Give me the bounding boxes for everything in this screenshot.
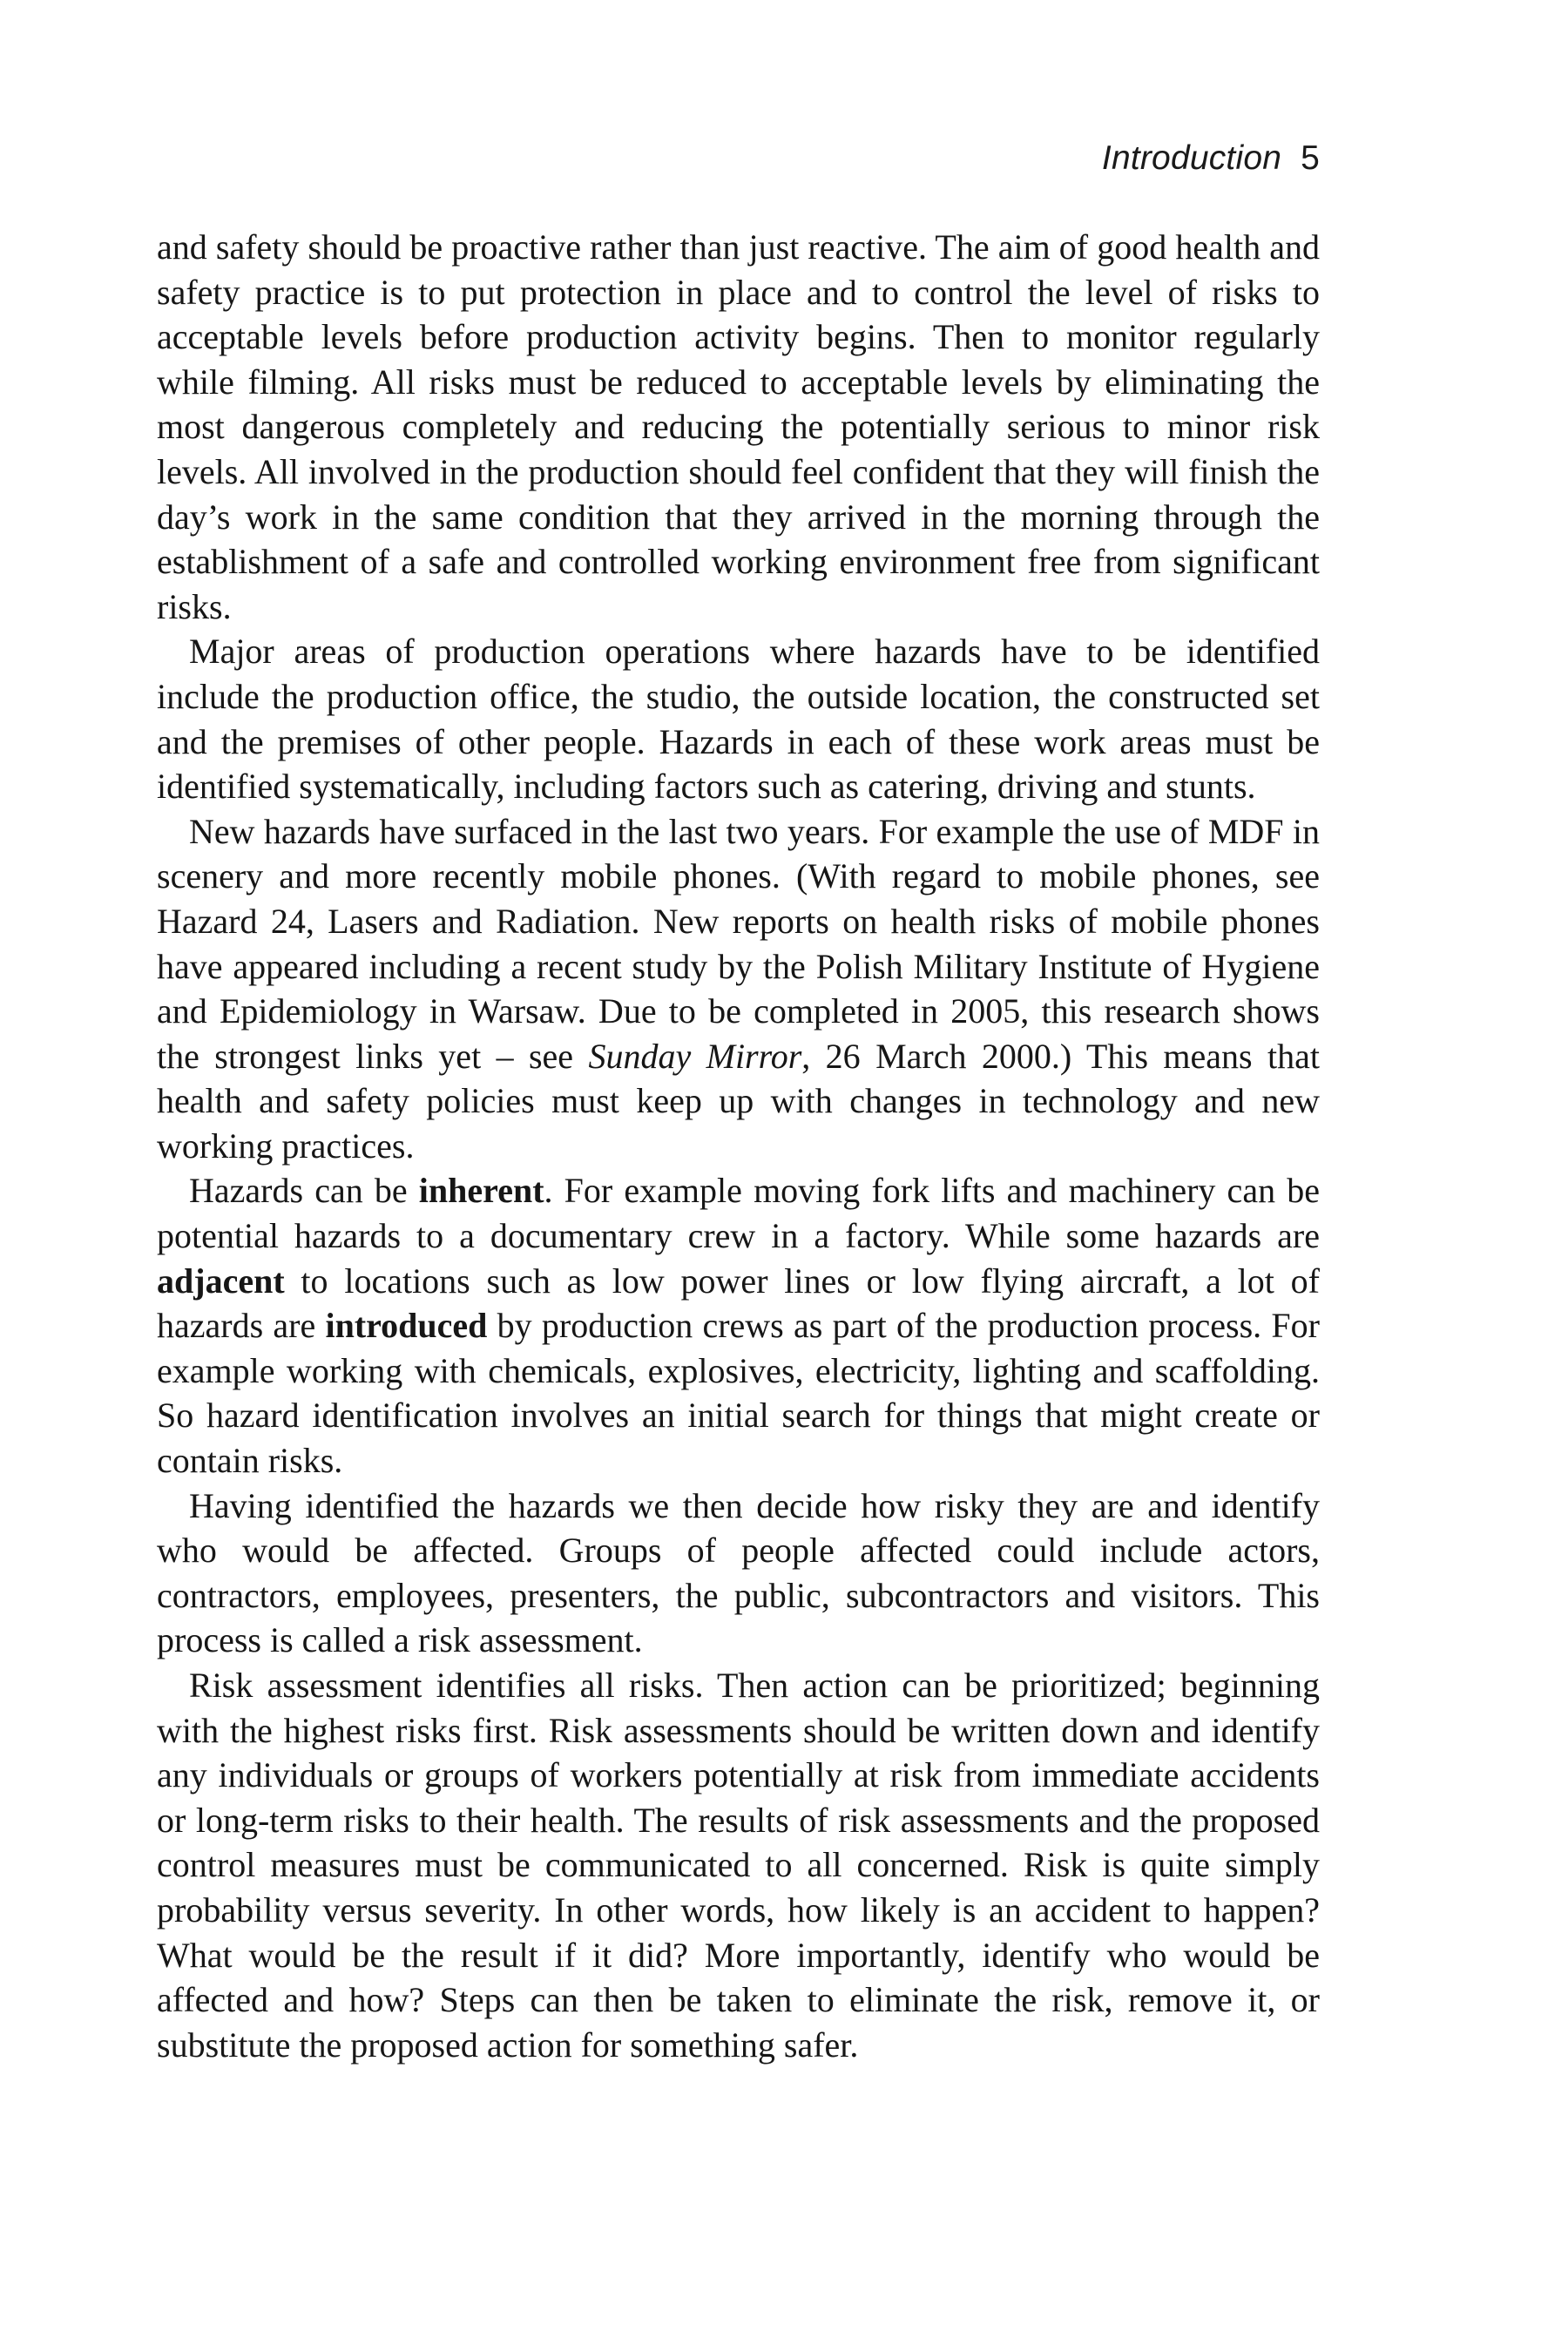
paragraph-text: New hazards have surfaced in the last two years. For example the use of MDF in scenery and more recently mobile phones. (With regard to mobile phones, see Hazard 24, Lasers and Radiation. New reports on health risks of mobile phones have appeared including a recent study by the Polish Military Institute of Hygiene and Epidemiology in Warsaw. Due to be completed in 2005, this research shows the strongest links yet – see [157,811,1320,1076]
paragraph-hazard-types [157,1168,1320,1483]
paragraph-affected-groups: Having identified the hazards we then decide how risky they are and identify who would be affected. Groups of people affected could include actors, contractors, employees, presenters, the public, subcontractors and visitors. This process is called a risk assessment. [157,1485,1320,1660]
term-adjacent: adjacent [157,1260,285,1301]
running-header [157,139,1320,178]
paragraph-text: . For example moving fork lifts and machinery can be potential hazards to a documentary crew in a factory. While some hazards are [157,1171,1320,1256]
term-introduced: introduced [325,1306,488,1346]
paragraph-new-hazards [157,809,1320,1169]
paragraph-risk-assessment: Risk assessment identifies all risks. Then action can be prioritized; beginning with the highest risks first. Risk assessments should be written down and identify any individuals or groups of workers potentially at risk from immediate accidents or long-term risks to their health. The results of risk assessments and the proposed control measures must be communicated to all concerned. Risk is quite simply probability versus severity. In other words, how likely is an accident to happen? What would be the result if it did? More importantly, identify who would be affected and how? Steps can then be taken to eliminate the risk, remove it, or substitute the proposed action for something safer. [157,1666,1320,2065]
paragraph-text: by production crews as part of the production process. For example working with chemicals, explosives, electricity, lighting and scaffolding. So hazard identification involves an initial search for things that might create or contain risks. [157,1306,1320,1481]
paragraph-text: to locations such as low power lines or low flying aircraft, a lot of hazards are [157,1260,1320,1346]
section-title: Introduction [1101,139,1282,177]
paragraph-text: , 26 March 2000.) This means that health and safety policies must keep up with changes in technology and new working practices. [157,1036,1320,1166]
publication-title: Sunday Mirror [588,1036,802,1076]
paragraph-production-areas: Major areas of production operations where hazards have to be identified include the production office, the studio, the outside location, the constructed set and the premises of other people. Hazards in each of these work areas must be identified systematically, including factors such as catering, driving and stunts. [157,632,1320,807]
paragraph-text: Hazards can be [189,1171,419,1211]
term-inherent: inherent [418,1171,544,1211]
paragraph-continued: and safety should be proactive rather than just reactive. The aim of good health and safety practice is to put protection in place and to control the level of risks to acceptable levels before production activity begins. Then to monitor regularly while filming. All risks must be reduced to acceptable levels by eliminating the most dangerous completely and reducing the potentially serious to minor risk levels. All involved in the production should feel confident that they will finish the day’s work in the same condition that they arrived in the morning through the establishment of a safe and controlled working environment free from significant risks. [157,227,1320,626]
body-text [157,225,1320,2067]
page-number: 5 [1301,139,1320,177]
